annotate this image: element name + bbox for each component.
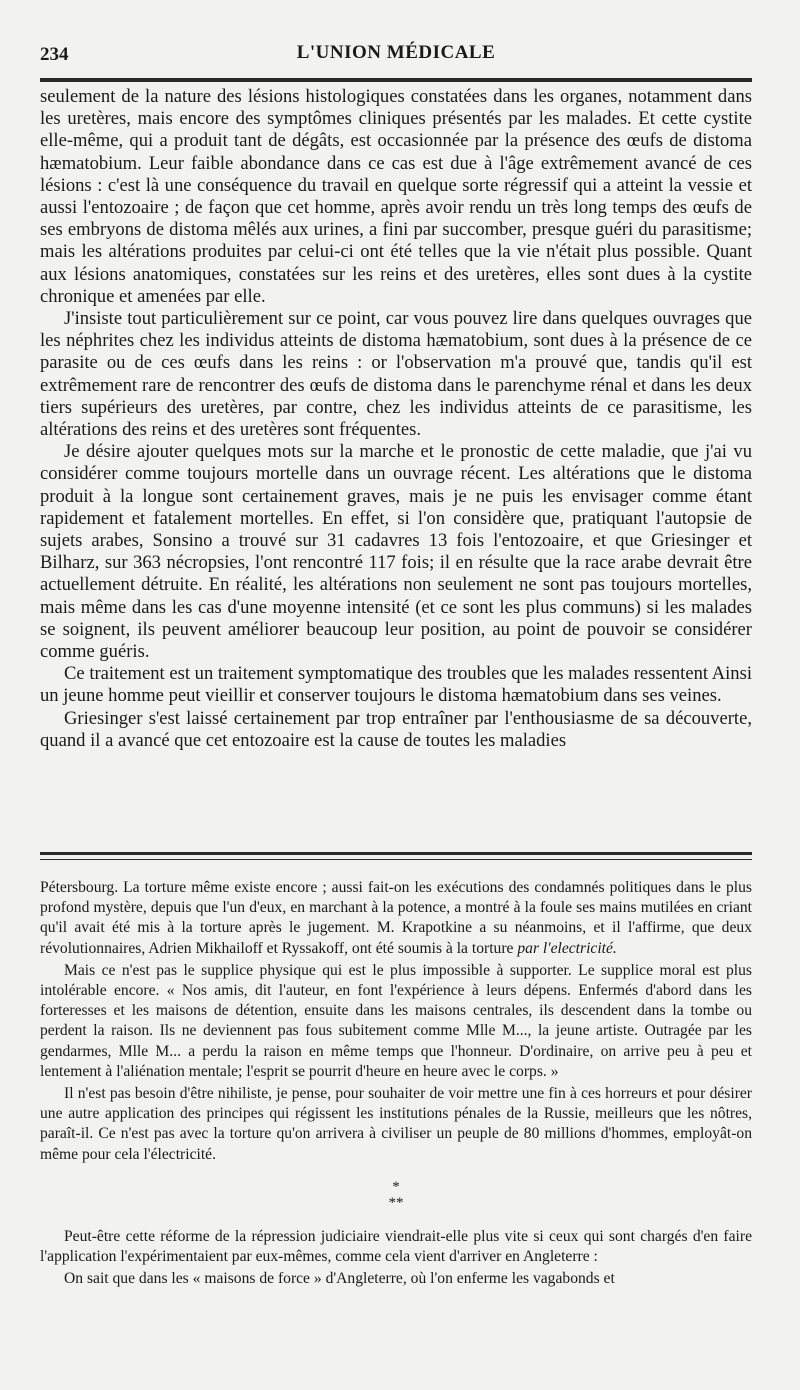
feuilleton-text: M..., la jeune artiste. Outragée par les gendarmes, (40, 1022, 752, 1060)
feuilleton-paragraph (40, 961, 752, 1082)
honorific: Mlle (118, 1042, 149, 1060)
asterism-bottom: ** (388, 1194, 404, 1211)
article-paragraph: seulement de la nature des lésions histologiques constatées dans les organes, notamment dans les uretères, mais encore des symptômes cliniques présentés par les malades. Et cette cystite elle-même, qui a produit tant de dégâts, est occasionnée par la présence des œufs de distoma hæmatobium. Leur faible abondance dans ce cas est due à l'âge extrêmement avancé de ces lésions : c'est là une conséquence du travail en quelque sorte régressif qui a atteint la vessie et aussi l'entozoaire ; de façon que cet homme, après avoir rendu un très long temps des œufs de ses embryons de distoma mêlés aux urines, a fini par succomber, presque guéri du parasitisme; mais les altérations produites par celui-ci ont été telles que la vie n'était plus possible. Quant aux lésions anatomiques, constatées sur les reins et des uretères, elles sont dues à la cystite chronique et amenées par elle. (40, 86, 752, 307)
article-paragraph: J'insiste tout particulièrement sur ce point, car vous pouvez lire dans quelques ouvrages que les néphrites chez les individus atteints de distoma hæmatobium, sont dues à la présence de ce parasite ou de ces œufs dans les reins : or l'observation m'a prouvé que, tandis qu'il est extrêmement rare de rencontrer des œufs de distoma dans le parenchyme rénal et dans les deux tiers supérieurs des uretères, par contre, chez les individus atteints de ce parasitisme, les altérations des reins et des uretères sont fréquentes. (40, 308, 752, 441)
feuilleton-paragraph (40, 878, 752, 959)
asterism-top: * (392, 1178, 400, 1195)
feuilleton-paragraph: Il n'est pas besoin d'être nihiliste, je pense, pour souhaiter de voir mettre une fin à ces horreurs et pour désirer une autre application des principes qui régissent les institutions pénales de la Russie, meilleurs que les nôtres, paraît-il. Ce n'est pas avec la torture qu'on arrivera à civiliser un peuple de 80 millions d'hommes, employât-on même pour cela l'électricité. (40, 1085, 752, 1163)
feuilleton-separator-rule (40, 852, 752, 860)
main-article (40, 86, 752, 752)
feuilleton-paragraph: Peut-être cette réforme de la répression judiciaire viendrait-elle plus vite si ceux qui sont chargés d'en faire l'application l'expérimentaient par eux-mêmes, comme cela vient d'arriver en Angleterre : (40, 1227, 752, 1266)
feuilleton-italic-text: par l'electricité. (517, 939, 617, 957)
feuilleton-text: Pétersbourg. La torture même existe encore ; aussi fait-on les exécutions des condamnés politiques dans le plus profond mystère, depuis que l'un d'eux, en marchant à la potence, a montré à la foule ses mains mutilées en criant qu'il avait été mis à la torture après le jugement. M. Krapotkine a su néanmoins, et il l'affirme, que deux révolutionnaires, Adrien Mikhailoff et Ryssakoff, ont été soumis à la torture (40, 879, 752, 957)
feuilleton-text: Mais ce n'est pas le supplice physique qui est le plus impossible à supporter. Le supplice moral est plus intolérable encore. « Nos amis, dit l'auteur, en font l'expérience à leurs dépens. Enfermés d'abord dans les forteresses et les maisons de détention, ensuite dans les maisons centrales, ils descendent dans la tombe ou perdent la raison. Ils ne deviennent pas fous subitement comme (40, 961, 752, 1040)
asterism-divider (40, 1179, 752, 1211)
honorific: Mlle (465, 1022, 496, 1040)
feuilleton-paragraph: On sait que dans les « maisons de force » d'Angleterre, où l'on enferme les vagabonds et (64, 1270, 615, 1288)
page-number: 234 (40, 44, 69, 65)
running-title: L'UNION MÉDICALE (296, 42, 496, 63)
feuilleton-text: M... a perdu la raison en même temps que l'honneur. D'ordinaire, on arrive peu à peu et lentement à l'aliénation mentale; l'esprit se pourrit d'heure en heure avec le corps. » (40, 1042, 752, 1080)
header-rule (40, 78, 752, 82)
article-paragraph: Griesinger s'est laissé certainement par trop entraîner par l'enthousiasme de sa découverte, quand il a avancé que cet entozoaire est la cause de toutes les maladies (40, 707, 752, 751)
article-paragraph: Ce traitement est un traitement symptomatique des troubles que les malades ressentent Ainsi un jeune homme peut vieillir et conserver toujours le distoma hæmatobium dans ses veines. (40, 663, 752, 707)
page-header (40, 40, 752, 68)
feuilleton-section (40, 878, 752, 1291)
article-paragraph: Je désire ajouter quelques mots sur la marche et le pronostic de cette maladie, que j'ai vu considérer comme toujours mortelle dans un ouvrage récent. Les altérations que le distoma produit à la longue sont certainement graves, mais je ne puis les envisager comme étant rapidement et fatalement mortelles. En effet, si l'on considère que, pratiquant l'autopsie de sujets arabes, Sonsino a trouvé sur 31 cadavres 13 fois l'entozoaire, et que Griesinger et Bilharz, sur 363 nécropsies, l'ont rencontré 117 fois; il en résulte que la race arabe devrait être actuellement détruite. En réalité, les altérations non seulement ne sont pas toujours mortelles, mais même dans les cas d'une moyenne intensité (et ce sont les plus communs) si les malades se soignent, ils peuvent améliorer beaucoup leur position, au point de pouvoir se considérer comme guéris. (40, 441, 752, 663)
